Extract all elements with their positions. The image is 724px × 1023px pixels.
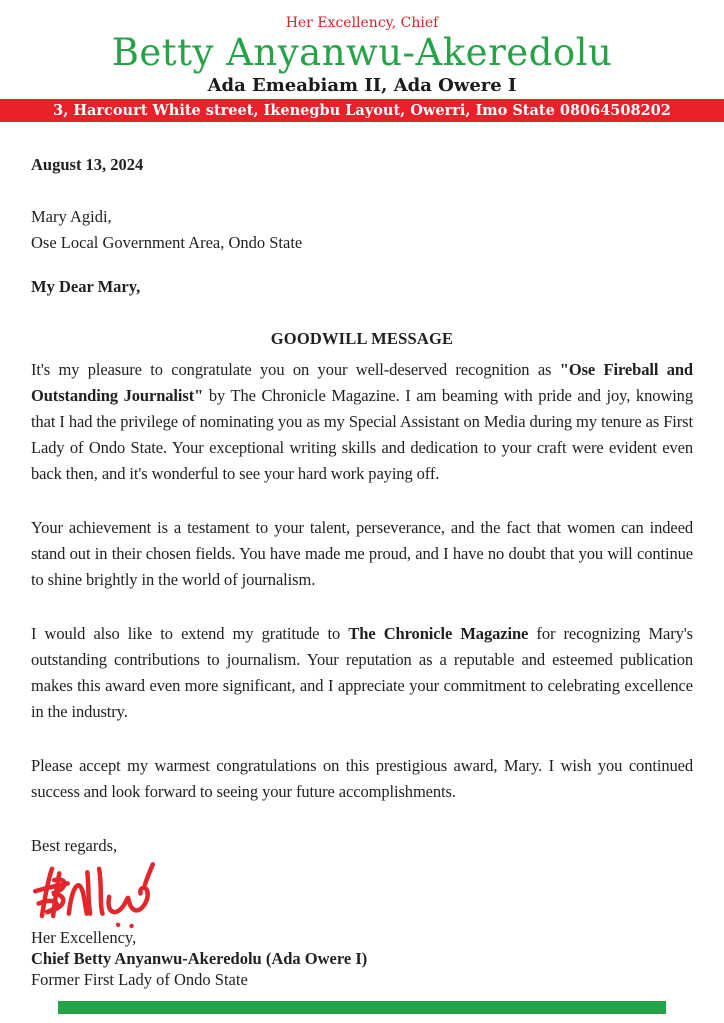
signoff-honorific: Her Excellency,: [31, 928, 137, 947]
letter-paragraph: It's my pleasure to congratulate you on your well-deserved recognition as "Ose Fireball and Outstanding Journalist" by The Chronicle Magazine. I am beaming with pride and joy, knowing that I had the privilege of nominating you as my Special Assistant on Media during my tenure as First Lady of Ondo State. Your exceptional writing skills and dedication to your craft were evident even back then, and it's wonderful to see your hard work paying off.: [31, 360, 694, 483]
letterhead-name: Betty Anyanwu-Akeredolu: [111, 31, 613, 74]
letter-paragraphs: [31, 357, 693, 805]
closing-phrase: Best regards,: [31, 836, 118, 855]
signature-scribble: [33, 861, 173, 931]
recipient-address: Ose Local Government Area, Ondo State: [31, 233, 303, 252]
subject-line: GOODWILL MESSAGE: [270, 329, 454, 348]
letterhead-address-banner: 3, Harcourt White street, Ikenegbu Layout, Owerri, Imo State 08064508202: [0, 99, 724, 122]
letterhead-pretitle: Her Excellency, Chief: [285, 15, 439, 31]
salutation: My Dear Mary,: [31, 277, 141, 296]
signoff-name: Chief Betty Anyanwu-Akeredolu (Ada Owere I): [31, 949, 368, 968]
letter-paragraph: Please accept my warmest congratulations on this prestigious award, Mary. I wish you continued success and look forward to seeing your future accomplishments.: [31, 756, 693, 801]
letterhead-chieftaincy-titles: Ada Emeabiam II, Ada Owere I: [207, 75, 517, 96]
signoff-role: Former First Lady of Ondo State: [31, 970, 248, 989]
letterhead: [0, 14, 724, 122]
footer-accent-bar: [58, 1001, 666, 1014]
letter-date: August 13, 2024: [31, 155, 144, 174]
letter-paragraph: I would also like to extend my gratitude to The Chronicle Magazine for recognizing Mary's outstanding contributions to journalism. Your reputation as a reputable and esteemed publication makes this award even more significant, and I appreciate your commitment to celebrating excellence in the industry.: [31, 624, 694, 721]
letter-body: [0, 122, 724, 990]
recipient-name: Mary Agidi,: [31, 207, 112, 226]
recipient-block: [31, 204, 693, 256]
letter-paragraph: Your achievement is a testament to your talent, perseverance, and the fact that women can indeed stand out in their chosen fields. You have made me proud, and I have no doubt that you will continue to shine brightly in the world of journalism.: [31, 518, 693, 589]
signature-block: [33, 861, 693, 927]
